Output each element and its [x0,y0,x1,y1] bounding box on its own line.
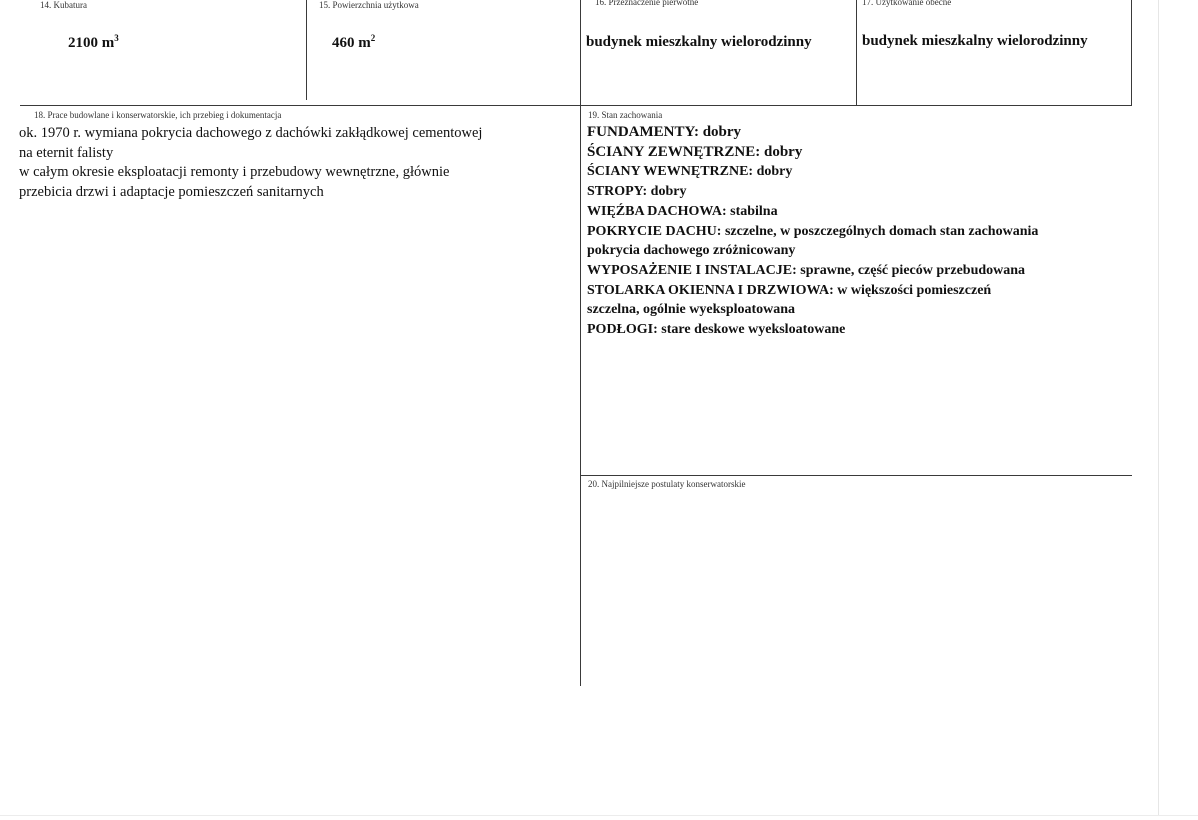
kubatura-value: 2100 m [68,35,115,51]
field-18-label: 18. Prace budowlane i konserwatorskie, ich przebieg i dokumentacja [34,110,282,120]
paper-edge-right [1158,0,1159,815]
field-18-line: w całym okresie eksploatacji remonty i przebudowy wewnętrzne, głównie [19,164,450,180]
field-16-value: budynek mieszkalny wielorodzinny [586,34,812,50]
divider-14-15 [306,0,307,100]
field-17-value: budynek mieszkalny wielorodzinny [862,33,1088,49]
field-20-label: 20. Najpilniejsze postulaty konserwatorskie [588,479,746,489]
divider-16-17 [856,0,857,105]
field-19-line: PODŁOGI: stare deskowe wyeksloatowane [587,322,846,338]
field-19-line: WYPOSAŻENIE I INSTALACJE: sprawne, część pieców przebudowana [587,262,1026,278]
section-19-20-divider [580,475,1132,476]
field-19-text [587,123,1132,340]
field-19-line: WIĘŹBA DACHOWA: stabilna [587,203,778,219]
right-border-top [1131,0,1132,105]
top-row-bottom-border [20,105,1132,106]
field-19-label: 19. Stan zachowania [588,110,663,120]
field-14-value [68,34,119,52]
kubatura-unit-exponent: 3 [114,33,119,43]
area-unit-exponent: 2 [370,33,376,43]
field-15-label: 15. Powierzchnia użytkowa [319,0,419,10]
field-19-line: ŚCIANY ZEWNĘTRZNE: dobry [587,143,803,160]
field-19-line: STOLARKA OKIENNA I DRZWIOWA: w większości pomieszczeń [587,282,992,298]
divider-15-16 [580,0,581,686]
field-19-line: pokrycia dachowego zróżnicowany [587,243,796,259]
field-18-line: na eternit falisty [19,144,114,161]
field-18-text [19,124,574,202]
field-18-line: przebicia drzwi i adaptacje pomieszczeń sanitarnych [19,183,324,200]
field-19-line: FUNDAMENTY: dobry [587,124,742,140]
field-16-label: 16. Przeznaczenie pierwotne [595,0,699,7]
field-19-line: ŚCIANY WEWNĘTRZNE: dobry [587,164,793,180]
area-value: 460 m [332,35,371,51]
paper-edge-bottom [0,815,1198,816]
field-19-line: STROPY: dobry [587,184,687,200]
field-19-line: POKRYCIE DACHU: szczelne, w poszczególnych domach stan zachowania [587,223,1039,239]
field-17-label: 17. Użytkowanie obecne [862,0,952,7]
field-15-value [332,34,375,52]
field-18-line: ok. 1970 r. wymiana pokrycia dachowego z dachówki zakłądkowej cementowej [19,125,483,141]
field-19-line: szczelna, ogólnie wyeksploatowana [587,302,796,318]
field-14-label: 14. Kubatura [40,0,87,10]
